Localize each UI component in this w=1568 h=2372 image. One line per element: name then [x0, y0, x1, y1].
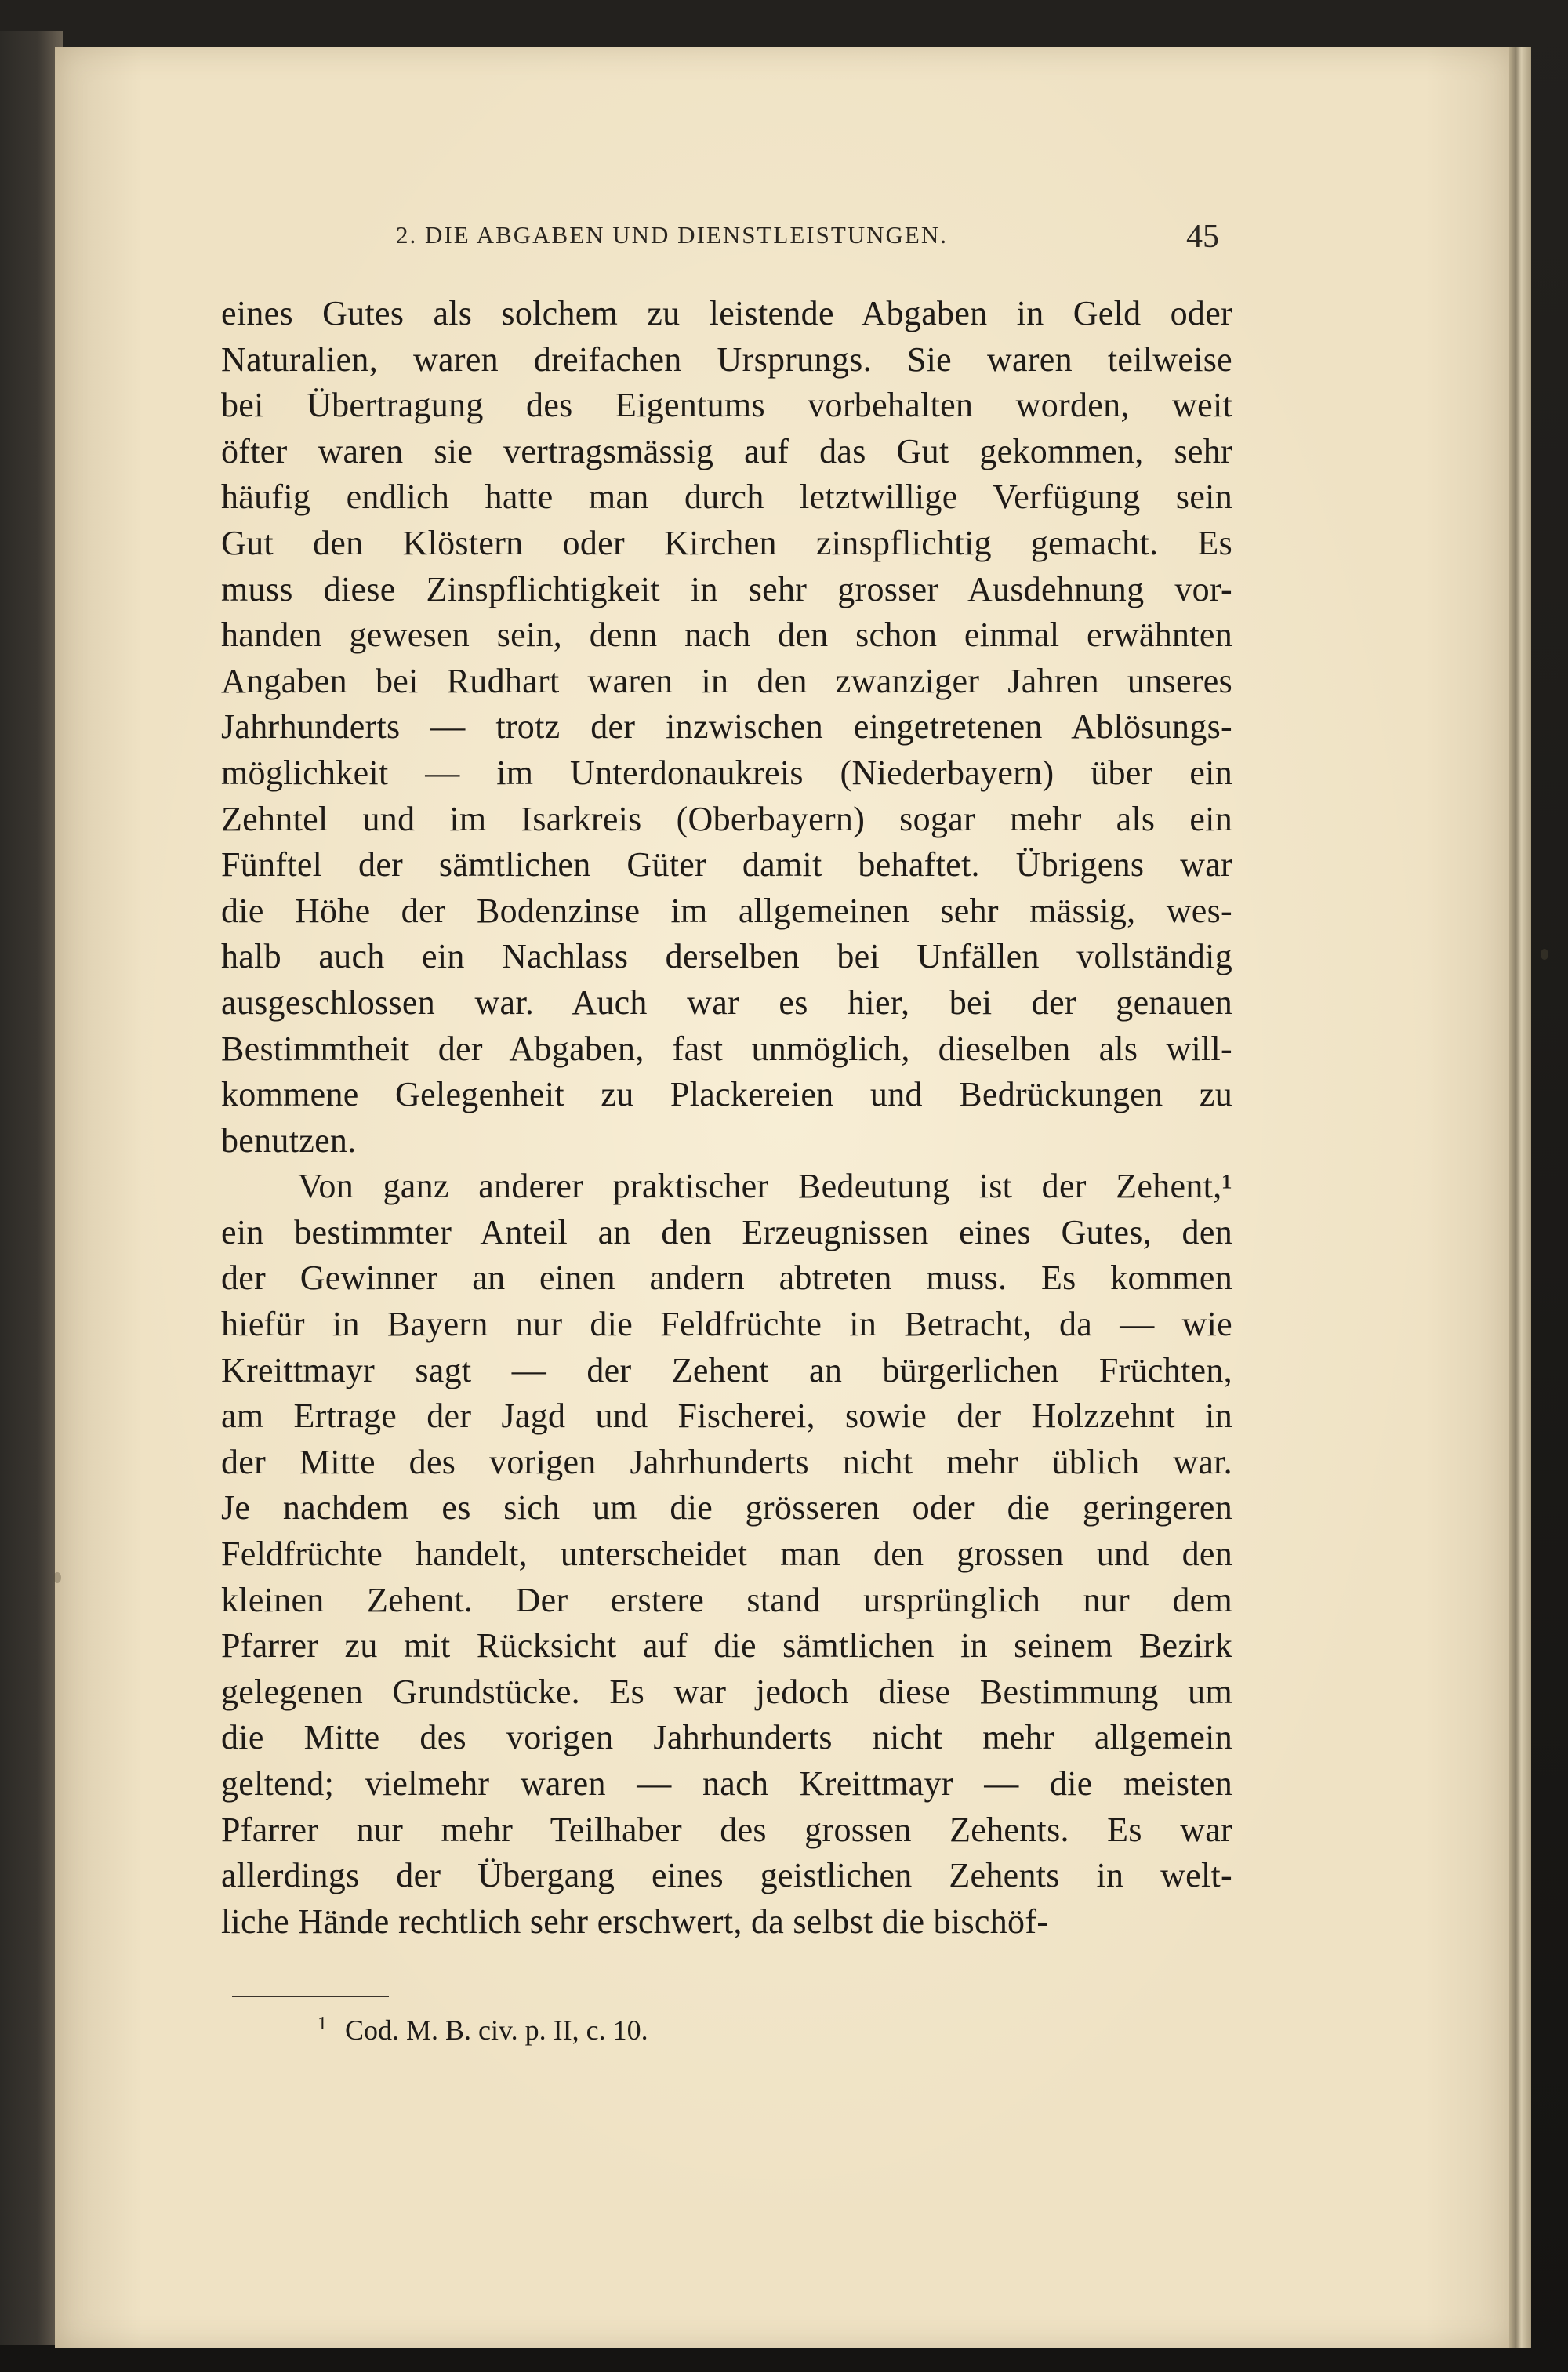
text-line: Angaben bei Rudhart waren in den zwanziger Jahren unseres: [221, 661, 1232, 700]
body-text: [221, 291, 1232, 1945]
text-line: Feldfrüchte handelt, unterscheidet man den grossen und den: [221, 1535, 1232, 1574]
text-line: Fünftel der sämtlichen Güter damit behaftet. Übrigens war: [221, 845, 1232, 885]
text-line: Naturalien, waren dreifachen Ursprungs. Sie waren teilweise: [221, 340, 1232, 379]
text-line: möglichkeit — im Unterdonaukreis (Niederbayern) über ein: [221, 753, 1232, 792]
text-line: benutzen.: [221, 1121, 357, 1160]
footnote-text: Cod. M. B. civ. p. II, c. 10.: [345, 2014, 648, 2046]
text-line: Kreittmayr sagt — der Zehent an bürgerlichen Früchten,: [221, 1350, 1232, 1389]
text-line: Zehntel und im Isarkreis (Oberbayern) sogar mehr als ein: [221, 799, 1232, 838]
text-line: häufig endlich hatte man durch letztwillige Verfügung sein: [221, 478, 1232, 517]
footnote-mark: 1: [318, 2014, 327, 2034]
text-line: Pfarrer zu mit Rücksicht auf die sämtlichen in seinem Bezirk: [221, 1626, 1232, 1665]
text-line: Bestimmtheit der Abgaben, fast unmöglich, dieselben als will-: [221, 1029, 1232, 1068]
text-line: bei Übertragung des Eigentums vorbehalten worden, weit: [221, 386, 1232, 425]
text-line: kleinen Zehent. Der erstere stand ursprünglich nur dem: [221, 1580, 1232, 1619]
text-line: kommene Gelegenheit zu Plackereien und Bedrückungen zu: [221, 1075, 1232, 1114]
page-number: 45: [1186, 219, 1219, 255]
scan-speck: [1541, 949, 1548, 960]
text-line: der Gewinner an einen andern abtreten muss. Es kommen: [221, 1259, 1232, 1298]
text-line: am Ertrage der Jagd und Fischerei, sowie der Holzzehnt in: [221, 1397, 1232, 1436]
text-line: hiefür in Bayern nur die Feldfrüchte in Betracht, da — wie: [221, 1305, 1232, 1344]
text-line: eines Gutes als solchem zu leistende Abgaben in Geld oder: [221, 294, 1232, 332]
text-line: Gut den Klöstern oder Kirchen zinspflichtig gemacht. Es: [221, 523, 1232, 562]
text-line: gelegenen Grundstücke. Es war jedoch diese Bestimmung um: [221, 1672, 1232, 1711]
text-line: Je nachdem es sich um die grösseren oder die geringeren: [221, 1488, 1232, 1527]
text-line: liche Hände rechtlich sehr erschwert, da selbst die bischöf-: [221, 1902, 1049, 1941]
text-line: die Höhe der Bodenzinse im allgemeinen sehr mässig, wes-: [221, 891, 1232, 930]
text-line: halb auch ein Nachlass derselben bei Unfällen vollständig: [221, 937, 1232, 976]
text-line: handen gewesen sein, denn nach den schon einmal erwähnten: [221, 616, 1232, 655]
running-head: [396, 221, 1219, 260]
footnote-rule: [232, 1996, 389, 1997]
text-line: allerdings der Übergang eines geistlichen Zehents in welt-: [221, 1856, 1232, 1895]
text-line: Von ganz anderer praktischer Bedeutung ist der Zehent,¹: [298, 1167, 1232, 1206]
text-line: öfter waren sie vertragsmässig auf das Gut gekommen, sehr: [221, 431, 1232, 470]
text-line: Pfarrer nur mehr Teilhaber des grossen Zehents. Es war: [221, 1810, 1232, 1849]
text-line: Jahrhunderts — trotz der inzwischen eingetretenen Ablösungs-: [221, 707, 1232, 746]
running-title: 2. DIE ABGABEN UND DIENSTLEISTUNGEN.: [396, 221, 949, 249]
text-line: geltend; vielmehr waren — nach Kreittmayr — die meisten: [221, 1764, 1232, 1803]
page-edge-stack: [1509, 47, 1531, 2348]
text-line: ausgeschlossen war. Auch war es hier, bei der genauen: [221, 983, 1232, 1022]
text-line: ein bestimmter Anteil an den Erzeugnissen eines Gutes, den: [221, 1212, 1232, 1251]
book-gutter-shadow: [0, 31, 63, 2345]
text-line: muss diese Zinspflichtigkeit in sehr grosser Ausdehnung vor-: [221, 569, 1232, 608]
text-line: der Mitte des vorigen Jahrhunderts nicht mehr üblich war.: [221, 1442, 1232, 1481]
footnote: [318, 2014, 648, 2047]
scan-speck: [53, 1572, 61, 1583]
text-line: die Mitte des vorigen Jahrhunderts nicht mehr allgemein: [221, 1718, 1232, 1757]
